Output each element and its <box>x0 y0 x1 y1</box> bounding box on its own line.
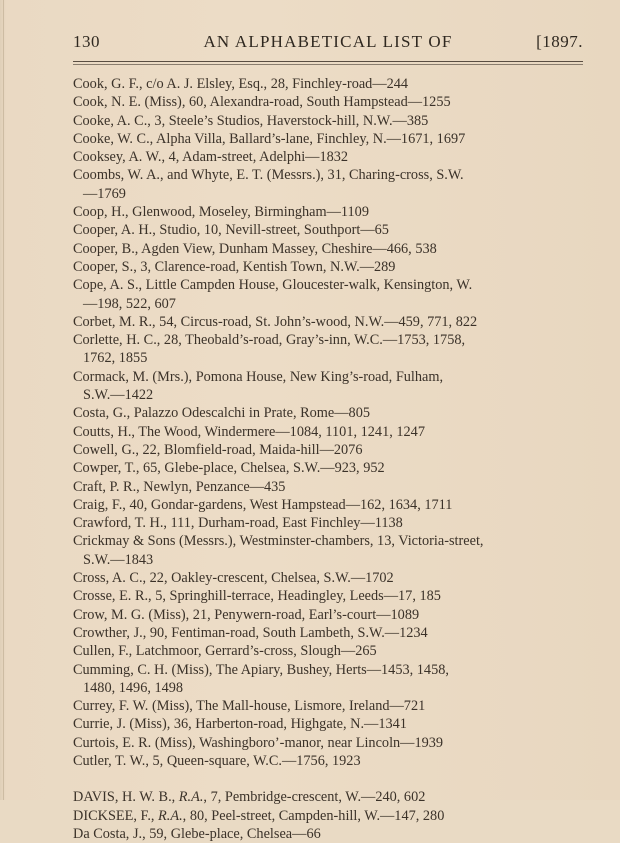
entry-continuation: 1480, 1496, 1498 <box>83 679 184 696</box>
entry-continuation: 1762, 1855 <box>83 350 148 367</box>
entry-continuation: —198, 522, 607 <box>83 295 176 312</box>
list-entry <box>73 788 585 806</box>
entry-text: Cowell, G., 22, Blomfield-road, Maida-hill—2076 <box>73 441 363 458</box>
header-rule <box>73 61 583 62</box>
header-rule-secondary <box>73 64 583 65</box>
entry-honorific: R.A. <box>178 789 204 806</box>
entry-text: , 7, Pembridge-crescent, W.—240, 602 <box>203 789 426 806</box>
list-entry <box>73 825 585 843</box>
list-entry <box>73 276 585 313</box>
entry-text: Costa, G., Palazzo Odescalchi in Prate, Rome—805 <box>73 405 370 422</box>
entry-text: Curtois, E. R. (Miss), Washingboro’-manor, near Lincoln—1939 <box>73 734 444 751</box>
list-entry <box>73 203 585 221</box>
entry-text: Cooper, B., Agden View, Dunham Massey, Cheshire—466, 538 <box>73 240 437 257</box>
list-entry <box>73 624 585 642</box>
entry-text: , 80, Peel-street, Campden-hill, W.—147, 280 <box>182 807 445 824</box>
list-entry <box>73 148 585 166</box>
entry-text: Da Costa, J., 59, Glebe-place, Chelsea—66 <box>73 825 321 842</box>
entry-text: Cooke, A. C., 3, Steele’s Studios, Haverstock-hill, N.W.—385 <box>73 112 429 129</box>
entry-text: Coop, H., Glenwood, Moseley, Birmingham—1109 <box>73 204 369 221</box>
list-entry <box>73 368 585 405</box>
list-entry <box>73 569 585 587</box>
entry-text: Craft, P. R., Newlyn, Penzance—435 <box>73 478 286 495</box>
list-entry <box>73 715 585 733</box>
entry-text: Crickmay & Sons (Messrs.), Westminster-chambers, 13, Victoria-street, <box>73 533 484 550</box>
list-entry <box>73 75 585 93</box>
running-header <box>73 32 583 52</box>
list-entry <box>73 807 585 825</box>
entry-text: Corlette, H. C., 28, Theobald’s-road, Gray’s-inn, W.C.—1753, 1758, <box>73 332 466 349</box>
entry-text: Corbet, M. R., 54, Circus-road, St. John’s-wood, N.W.—459, 771, 822 <box>73 313 478 330</box>
list-entry <box>73 459 585 477</box>
year-label: [1897. <box>536 32 583 51</box>
list-entry <box>73 240 585 258</box>
list-entry <box>73 642 585 660</box>
list-entry <box>73 532 585 569</box>
entry-honorific: R.A. <box>158 807 183 824</box>
entry-text: Crow, M. G. (Miss), 21, Penywern-road, Earl’s-court—1089 <box>73 606 420 623</box>
list-entry <box>73 514 585 532</box>
page-number: 130 <box>73 32 100 51</box>
entry-continuation: S.W.—1843 <box>83 551 154 568</box>
list-entry <box>73 661 585 698</box>
entry-text: Cook, N. E. (Miss), 60, Alexandra-road, South Hampstead—1255 <box>73 94 451 111</box>
entry-text: DAVIS, H. W. B., <box>73 789 179 806</box>
entry-text: Currey, F. W. (Miss), The Mall-house, Lismore, Ireland—721 <box>73 698 426 715</box>
list-entry <box>73 130 585 148</box>
entry-list <box>73 75 585 843</box>
list-entry <box>73 697 585 715</box>
entry-text: Crawford, T. H., 111, Durham-road, East Finchley—1138 <box>73 515 403 532</box>
entry-continuation: S.W.—1422 <box>83 387 154 404</box>
entry-text: Cutler, T. W., 5, Queen-square, W.C.—1756, 1923 <box>73 752 361 769</box>
list-entry <box>73 93 585 111</box>
list-entry <box>73 752 585 770</box>
entry-text: Coombs, W. A., and Whyte, E. T. (Messrs.), 31, Charing-cross, S.W. <box>73 167 464 184</box>
list-entry <box>73 258 585 276</box>
list-entry <box>73 166 585 203</box>
entry-text: Cormack, M. (Mrs.), Pomona House, New King’s-road, Fulham, <box>73 368 444 385</box>
entry-text: Crowther, J., 90, Fentiman-road, South Lambeth, S.W.—1234 <box>73 624 428 641</box>
entry-text: Cope, A. S., Little Campden House, Gloucester-walk, Kensington, W. <box>73 277 473 294</box>
list-entry <box>73 587 585 605</box>
entry-text: Cooke, W. C., Alpha Villa, Ballard’s-lane, Finchley, N.—1671, 1697 <box>73 130 466 147</box>
running-title: AN ALPHABETICAL LIST OF <box>203 32 453 51</box>
entry-text: Cross, A. C., 22, Oakley-crescent, Chelsea, S.W.—1702 <box>73 570 394 587</box>
list-entry <box>73 313 585 331</box>
entry-text: DICKSEE, F., <box>73 807 159 824</box>
entry-text: Crosse, E. R., 5, Springhill-terrace, Headingley, Leeds—17, 185 <box>73 588 441 605</box>
entry-text: Coutts, H., The Wood, Windermere—1084, 1101, 1241, 1247 <box>73 423 425 440</box>
list-entry <box>73 478 585 496</box>
entry-text: Cullen, F., Latchmoor, Gerrard’s-cross, Slough—265 <box>73 643 377 660</box>
page-edge <box>3 0 4 800</box>
entry-text: Cowper, T., 65, Glebe-place, Chelsea, S.W.—923, 952 <box>73 460 385 477</box>
list-entry <box>73 441 585 459</box>
entry-text: Currie, J. (Miss), 36, Harberton-road, Highgate, N.—1341 <box>73 716 407 733</box>
list-entry <box>73 404 585 422</box>
section-gap <box>73 770 585 788</box>
list-entry <box>73 221 585 239</box>
entry-continuation: —1769 <box>83 185 126 202</box>
entry-text: Craig, F., 40, Gondar-gardens, West Hampstead—162, 1634, 1711 <box>73 496 453 513</box>
list-entry <box>73 423 585 441</box>
entry-text: Cook, G. F., c/o A. J. Elsley, Esq., 28, Finchley-road—244 <box>73 76 409 92</box>
entry-text: Cooper, S., 3, Clarence-road, Kentish Town, N.W.—289 <box>73 258 396 275</box>
entry-text: Cumming, C. H. (Miss), The Apiary, Bushey, Herts—1453, 1458, <box>73 661 449 678</box>
list-entry <box>73 331 585 368</box>
list-entry <box>73 606 585 624</box>
list-entry <box>73 734 585 752</box>
list-entry <box>73 496 585 514</box>
entry-text: Cooksey, A. W., 4, Adam-street, Adelphi—1832 <box>73 149 349 166</box>
list-entry <box>73 112 585 130</box>
entry-text: Cooper, A. H., Studio, 10, Nevill-street, Southport—65 <box>73 222 389 239</box>
